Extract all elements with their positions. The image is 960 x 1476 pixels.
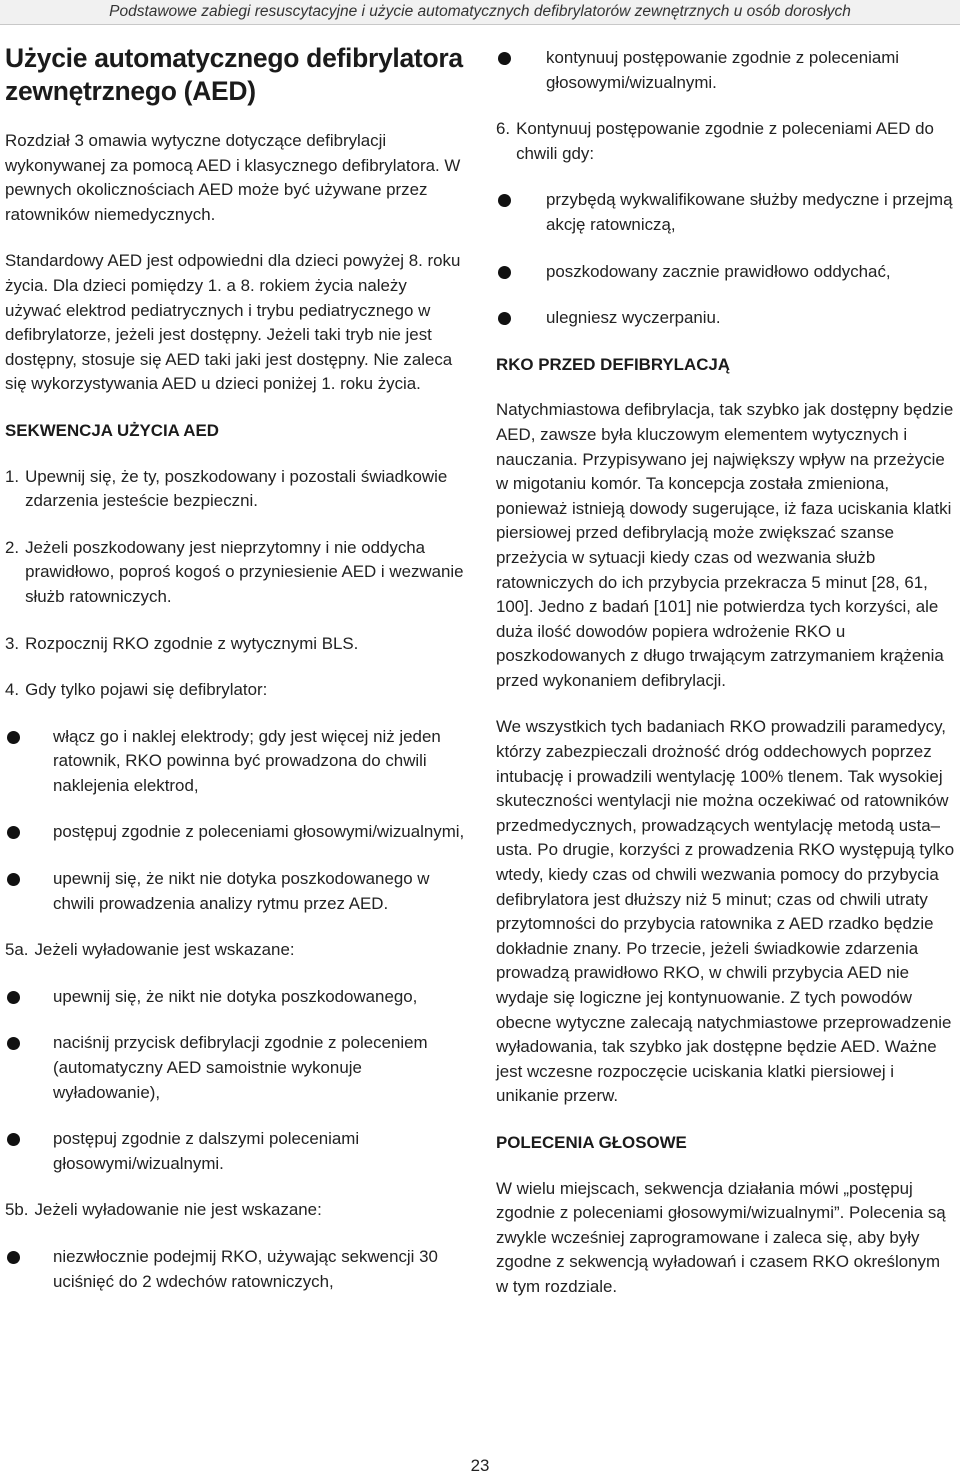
step-text: Jeżeli wyładowanie jest wskazane:	[34, 940, 295, 960]
cpr-before-defibrillation-heading: RKO PRZED DEFIBRYLACJĄ	[496, 354, 730, 374]
step-5a-bullet	[5, 1127, 465, 1176]
bullet-text: ulegniesz wyczerpaniu.	[546, 308, 721, 328]
step-number: 5a.	[5, 940, 29, 960]
step-number: 5b.	[5, 1200, 29, 1220]
step-5a-bullet	[5, 1031, 465, 1105]
bullet-icon	[5, 1031, 53, 1105]
bullet-icon	[496, 188, 546, 237]
cpr-paragraph-2: We wszystkich tych badaniach RKO prowadzili paramedycy, którzy zabezpieczali drożność dróg oddechowych poprzez intubację i prowadzili wentylację 100% tlenem. Tak wysokiej skuteczności wentylacji nie można oczekiwać od ratowników przedmedycznych, prowadzących wentylację metodą usta–usta. Po drugie, korzyści z prowadzenia RKO występują tylko wtedy, kiedy czas od chwili wezwania pomocy do przybycia defibrylatora jest dłuższy niż 5 minut; czas od chwili utraty przytomności do przybycia ratownika z AED rzadko będzie dokładnie znany. Po trzecie, jeżeli świadkowie zdarzenia prowadzą prawidłowo RKO, w chwili przybycia AED nie wydaje się logiczne jej kontynuowanie. Z tych powodów obecne wytyczne zalecają natychmiastowe przeprowadzenie wyładowania, tak szybko jak dostępne będzie AED. Ważne jest wczesne rozpoczęcie uciskania klatki piersiowej i unikanie przerw.	[496, 717, 955, 1106]
step-6-bullet	[496, 188, 956, 237]
step-6-bullet	[496, 260, 956, 285]
step-2	[5, 536, 465, 610]
step-number: 1.	[5, 466, 20, 486]
bullet-icon	[5, 985, 53, 1010]
page-number: 23	[470, 1456, 490, 1475]
step-number: 2.	[5, 537, 20, 557]
cpr-paragraph-1: Natychmiastowa defibrylacja, tak szybko jak dostępny będzie AED, zawsze była kluczowym elementem wytycznych i nauczania. Przypisywano jej największy wpływ na przeżycie w migotaniu komór. Ta koncepcja została zmieniona, ponieważ istnieją dowody sugerujące, iż faza uciskania klatki piersiowej przed defibrylacją może zwiększać szanse przeżycia w sytuacji kiedy czas od wezwania służb ratowniczych do ich przybycia przekracza 5 minut [28, 61, 100]. Jedno z badań [101] nie potwierdza tych korzyści, ale duża ilość dowodów popiera wdrożenie RKO u poszkodowanych z długo trwającym zatrzymaniem krążenia przed wykonaniem defibrylacji.	[496, 400, 954, 690]
bullet-icon	[5, 867, 53, 916]
step-1	[5, 465, 465, 514]
step-number: 3.	[5, 633, 20, 653]
bullet-text: kontynuuj postępowanie zgodnie z poleceniami głosowymi/wizualnymi.	[546, 48, 900, 92]
bullet-text: przybędą wykwalifikowane służby medyczne i przejmą akcję ratowniczą,	[546, 190, 953, 234]
step-text: Upewnij się, że ty, poszkodowany i pozostali świadkowie zdarzenia jesteście bezpieczni.	[25, 466, 448, 511]
bullet-text: poszkodowany zacznie prawidłowo oddychać,	[546, 261, 891, 281]
bullet-icon	[5, 820, 53, 845]
intro-paragraph: Rozdział 3 omawia wytyczne dotyczące defibrylacji wykonywanej za pomocą AED i klasycznego defibrylatora. W pewnych okolicznościach AED może być używane przez ratowników niemedycznych.	[5, 131, 461, 224]
step-4-bullet	[5, 867, 465, 916]
step-5b	[5, 1198, 465, 1223]
bullet-icon	[5, 1127, 53, 1176]
bullet-icon	[496, 260, 546, 285]
step-5a	[5, 938, 465, 963]
step-4-bullet	[5, 820, 465, 845]
step-6-bullet	[496, 306, 956, 331]
step-text: Rozpocznij RKO zgodnie z wytycznymi BLS.	[25, 633, 359, 653]
bullet-text: postępuj zgodnie z poleceniami głosowymi/wizualnymi,	[53, 822, 465, 842]
bullet-icon	[496, 306, 546, 331]
section-title: Użycie automatycznego defibrylatora zewnętrznego (AED)	[5, 43, 463, 106]
bullet-icon	[5, 1245, 53, 1294]
bullet-text: włącz go i naklej elektrody; gdy jest więcej niż jeden ratownik, RKO powinna być prowadzona do chwili naklejenia elektrod,	[53, 726, 441, 795]
bullet-icon	[5, 725, 53, 799]
voice-prompts-heading: POLECENIA GŁOSOWE	[496, 1132, 687, 1152]
step-4-bullet	[5, 725, 465, 799]
bullet-text: naciśnij przycisk defibrylacji zgodnie z poleceniem (automatyczny AED samoistnie wykonuje wyładowanie),	[53, 1033, 428, 1102]
step-4	[5, 678, 465, 703]
bullet-text: upewnij się, że nikt nie dotyka poszkodowanego w chwili prowadzenia analizy rytmu przez AED.	[53, 869, 430, 913]
running-header: Podstawowe zabiegi resuscytacyjne i użycie automatycznych defibrylatorów zewnętrznych u osób dorosłych	[0, 0, 960, 25]
sequence-heading: SEKWENCJA UŻYCIA AED	[5, 420, 219, 440]
step-5a-bullet	[5, 985, 465, 1010]
step-text: Kontynuuj postępowanie zgodnie z poleceniami AED do chwili gdy:	[516, 119, 934, 163]
step-number: 4.	[5, 680, 20, 700]
step-text: Jeżeli poszkodowany jest nieprzytomny i nie oddycha prawidłowo, poproś kogoś o przyniesienie AED i wezwanie służb ratowniczych.	[25, 537, 464, 606]
bullet-text: postępuj zgodnie z dalszymi poleceniami głosowymi/wizualnymi.	[53, 1129, 360, 1173]
children-paragraph: Standardowy AED jest odpowiedni dla dzieci powyżej 8. roku życia. Dla dzieci pomiędzy 1. a 8. rokiem życia należy używać elektrod pediatrycznych i trybu pediatrycznego w defibrylatorze, jeżeli jest dostępny. Jeżeli taki tryb nie jest dostępny, stosuje się AED taki jaki jest dostępny. Nie zaleca się wykorzystywania AED u dzieci poniżej 1. roku życia.	[5, 251, 461, 394]
bullet-text: upewnij się, że nikt nie dotyka poszkodowanego,	[53, 986, 418, 1006]
bullet-text: niezwłocznie podejmij RKO, używając sekwencji 30 uciśnięć do 2 wdechów ratowniczych,	[53, 1247, 438, 1291]
step-text: Jeżeli wyładowanie nie jest wskazane:	[34, 1200, 322, 1220]
voice-prompts-paragraph: W wielu miejscach, sekwencja działania mówi „postępuj zgodnie z poleceniami głosowymi/wizualnymi”. Polecenia są zwykle wcześniej zaprogramowane i zaleca się, aby były zgodne z sekwencją wyładowań i czasem RKO określonym w tym rozdziale.	[496, 1178, 946, 1296]
left-column	[5, 42, 465, 1294]
step-5b-bullet	[5, 1245, 465, 1294]
step-6	[496, 117, 956, 166]
step-number: 6.	[496, 119, 511, 139]
right-column	[496, 46, 956, 1300]
continued-bullet	[496, 46, 956, 95]
step-3	[5, 632, 465, 657]
bullet-icon	[496, 46, 546, 95]
step-text: Gdy tylko pojawi się defibrylator:	[25, 680, 268, 700]
